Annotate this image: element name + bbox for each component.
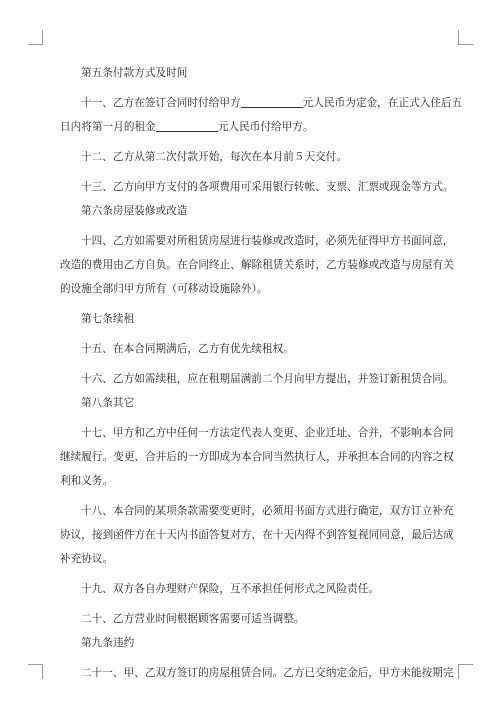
section-heading-5: 第五条付款方式及时间 — [81, 67, 188, 79]
clause-14-line-3: 的设施全部归甲方所有（可移动设施除外）。 — [60, 283, 268, 295]
section-heading-8: 第八条其它 — [81, 397, 135, 409]
document-body — [60, 61, 463, 685]
clause-18-line-2: 协议，接到函件方在十天内书面答复对方，在十天内得不到答复视同同意，最后达成 — [60, 529, 454, 541]
crop-mark-bottom-left — [28, 664, 43, 679]
clause-21-line-1: 二十一、甲、乙双方签订的房屋租赁合同。乙方已交纳定金后，甲方未能按期完 — [81, 667, 454, 679]
clause-17-line-2: 继续履行。变更、合并后的一方即成为本合同当然执行人，并承担本合同的内容之权 — [60, 451, 454, 463]
section-heading-9: 第九条违约 — [81, 637, 135, 649]
crop-mark-top-left — [28, 30, 43, 45]
clause-11-line-1: 十一、乙方在签订合同时付给甲方 元人民币为定金，在正式入住后五 — [81, 97, 463, 109]
clause-15: 十五、在本合同期满后，乙方有优先续租权。 — [81, 343, 294, 355]
crop-mark-top-right — [458, 30, 473, 45]
clause-14-line-2: 改造的费用由乙方自负。在合同终止、解除租赁关系时，乙方装修或改造与房屋有关 — [60, 259, 454, 271]
clause-17-line-1: 十七、甲方和乙方中任何一方法定代表人变更、企业迁址、合并，不影响本合同 — [81, 427, 454, 439]
clause-14-line-1: 十四、乙方如需要对所租赁房屋进行装修或改造时，必须先征得甲方书面同意， — [81, 235, 454, 247]
clause-18-line-3: 补充协议。 — [60, 553, 114, 565]
deposit-amount-blank — [241, 95, 303, 108]
section-heading-6: 第六条房屋装修或改造 — [81, 205, 188, 217]
clause-18-line-1: 十八、本合同的某项条款需要变更时，必须用书面方式进行确定，双方订立补充 — [81, 505, 454, 517]
clause-20: 二十、乙方营业时间根据顾客需要可适当调整。 — [81, 613, 305, 625]
clause-12: 十二、乙方从第二次付款开始，每次在本月前５天交付。 — [81, 151, 348, 163]
clause-17-line-3: 利和义务。 — [60, 475, 114, 487]
rent-amount-blank — [156, 119, 218, 132]
crop-mark-bottom-right — [458, 664, 473, 679]
clause-16: 十六、乙方如需续租，应在租期届满前二个月向甲方提出，并签订新租赁合同。 — [81, 373, 454, 385]
section-heading-7: 第七条续租 — [81, 313, 135, 325]
clause-13: 十三、乙方向甲方支付的各项费用可采用银行转帐、支票、汇票或现金等方式。 — [81, 181, 454, 193]
clause-19: 十九、双方各自办理财产保险，互不承担任何形式之风险责任。 — [81, 583, 380, 595]
clause-11-line-2: 日内将第一月的租金 元人民币付给甲方。 — [60, 121, 314, 133]
